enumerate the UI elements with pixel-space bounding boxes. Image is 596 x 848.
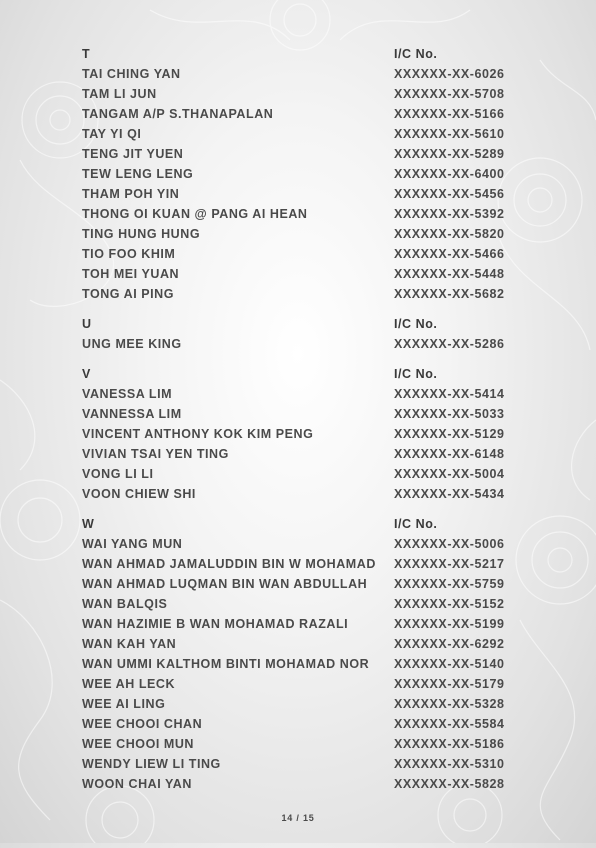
member-ic: XXXXXX-XX-5708 <box>394 87 505 101</box>
member-name: WAN KAH YAN <box>82 637 177 651</box>
member-ic: XXXXXX-XX-5289 <box>394 147 505 161</box>
list-item <box>82 654 522 674</box>
list-item <box>82 714 522 734</box>
list-item <box>82 754 522 774</box>
member-ic: XXXXXX-XX-5129 <box>394 427 505 441</box>
member-name: TONG AI PING <box>82 287 175 301</box>
member-name: WAN BALQIS <box>82 597 168 611</box>
member-name: TIO FOO KHIM <box>82 247 176 261</box>
member-ic: XXXXXX-XX-5759 <box>394 577 505 591</box>
member-ic: XXXXXX-XX-5199 <box>394 617 505 631</box>
member-ic: XXXXXX-XX-5152 <box>394 597 505 611</box>
section-header <box>82 514 522 534</box>
list-item <box>82 674 522 694</box>
list-item <box>82 634 522 654</box>
list-item <box>82 554 522 574</box>
member-ic: XXXXXX-XX-6026 <box>394 67 505 81</box>
section-letter: U <box>82 317 92 331</box>
member-name: VONG LI LI <box>82 467 154 481</box>
list-item <box>82 144 522 164</box>
list-item <box>82 444 522 464</box>
member-name: TOH MEI YUAN <box>82 267 180 281</box>
member-ic: XXXXXX-XX-5033 <box>394 407 505 421</box>
member-name: THAM POH YIN <box>82 187 180 201</box>
section-u <box>82 314 522 354</box>
member-name: WEE AH LECK <box>82 677 176 691</box>
ic-column-header: I/C No. <box>394 317 438 331</box>
list-item <box>82 404 522 424</box>
member-name: VOON CHIEW SHI <box>82 487 196 501</box>
member-ic: XXXXXX-XX-5820 <box>394 227 505 241</box>
list-item <box>82 614 522 634</box>
member-ic: XXXXXX-XX-5828 <box>394 777 505 791</box>
member-ic: XXXXXX-XX-5006 <box>394 537 505 551</box>
section-w <box>82 514 522 794</box>
member-list <box>82 44 522 804</box>
list-item <box>82 594 522 614</box>
member-ic: XXXXXX-XX-6400 <box>394 167 505 181</box>
member-ic: XXXXXX-XX-5434 <box>394 487 505 501</box>
member-name: TEW LENG LENG <box>82 167 194 181</box>
list-item <box>82 534 522 554</box>
member-name: WENDY LIEW LI TING <box>82 757 221 771</box>
member-ic: XXXXXX-XX-5217 <box>394 557 505 571</box>
member-name: THONG OI KUAN @ PANG AI HEAN <box>82 207 308 221</box>
ic-column-header: I/C No. <box>394 367 438 381</box>
member-ic: XXXXXX-XX-5456 <box>394 187 505 201</box>
list-item <box>82 774 522 794</box>
member-ic: XXXXXX-XX-5179 <box>394 677 505 691</box>
section-letter: V <box>82 367 91 381</box>
member-name: TANGAM A/P S.THANAPALAN <box>82 107 274 121</box>
member-name: TAM LI JUN <box>82 87 157 101</box>
list-item <box>82 264 522 284</box>
member-name: TAI CHING YAN <box>82 67 181 81</box>
member-name: TING HUNG HUNG <box>82 227 201 241</box>
member-ic: XXXXXX-XX-5328 <box>394 697 505 711</box>
section-t <box>82 44 522 304</box>
member-ic: XXXXXX-XX-5682 <box>394 287 505 301</box>
section-v <box>82 364 522 504</box>
member-ic: XXXXXX-XX-5286 <box>394 337 505 351</box>
member-ic: XXXXXX-XX-6292 <box>394 637 505 651</box>
list-item <box>82 104 522 124</box>
member-name: UNG MEE KING <box>82 337 182 351</box>
member-ic: XXXXXX-XX-5584 <box>394 717 505 731</box>
member-name: VANNESSA LIM <box>82 407 182 421</box>
list-item <box>82 734 522 754</box>
member-ic: XXXXXX-XX-6148 <box>394 447 505 461</box>
member-ic: XXXXXX-XX-5466 <box>394 247 505 261</box>
ic-column-header: I/C No. <box>394 47 438 61</box>
member-ic: XXXXXX-XX-5392 <box>394 207 505 221</box>
member-name: WEE AI LING <box>82 697 166 711</box>
member-name: VIVIAN TSAI YEN TING <box>82 447 229 461</box>
list-item <box>82 204 522 224</box>
list-item <box>82 574 522 594</box>
list-item <box>82 84 522 104</box>
member-ic: XXXXXX-XX-5310 <box>394 757 505 771</box>
member-name: TENG JIT YUEN <box>82 147 184 161</box>
member-name: WOON CHAI YAN <box>82 777 192 791</box>
member-name: WAN AHMAD LUQMAN BIN WAN ABDULLAH <box>82 577 368 591</box>
member-name: WAN AHMAD JAMALUDDIN BIN W MOHAMAD <box>82 557 376 571</box>
section-letter: T <box>82 47 91 61</box>
member-name: VINCENT ANTHONY KOK KIM PENG <box>82 427 314 441</box>
list-item <box>82 694 522 714</box>
page-number: 14 / 15 <box>281 813 315 823</box>
list-item <box>82 124 522 144</box>
list-item <box>82 334 522 354</box>
member-name: WAI YANG MUN <box>82 537 183 551</box>
member-ic: XXXXXX-XX-5610 <box>394 127 505 141</box>
member-ic: XXXXXX-XX-5004 <box>394 467 505 481</box>
member-ic: XXXXXX-XX-5140 <box>394 657 505 671</box>
list-item <box>82 424 522 444</box>
section-header <box>82 44 522 64</box>
member-ic: XXXXXX-XX-5166 <box>394 107 505 121</box>
member-name: WEE CHOOI MUN <box>82 737 195 751</box>
member-ic: XXXXXX-XX-5448 <box>394 267 505 281</box>
section-header <box>82 364 522 384</box>
member-ic: XXXXXX-XX-5414 <box>394 387 505 401</box>
member-name: WAN UMMI KALTHOM BINTI MOHAMAD NOR <box>82 657 370 671</box>
list-item <box>82 224 522 244</box>
list-item <box>82 464 522 484</box>
list-item <box>82 284 522 304</box>
list-item <box>82 64 522 84</box>
section-header <box>82 314 522 334</box>
member-name: WAN HAZIMIE B WAN MOHAMAD RAZALI <box>82 617 349 631</box>
list-item <box>82 244 522 264</box>
section-letter: W <box>82 517 95 531</box>
list-item <box>82 384 522 404</box>
ic-column-header: I/C No. <box>394 517 438 531</box>
list-item <box>82 484 522 504</box>
member-ic: XXXXXX-XX-5186 <box>394 737 505 751</box>
list-item <box>82 164 522 184</box>
list-item <box>82 184 522 204</box>
member-name: VANESSA LIM <box>82 387 173 401</box>
member-name: WEE CHOOI CHAN <box>82 717 203 731</box>
member-name: TAY YI QI <box>82 127 142 141</box>
